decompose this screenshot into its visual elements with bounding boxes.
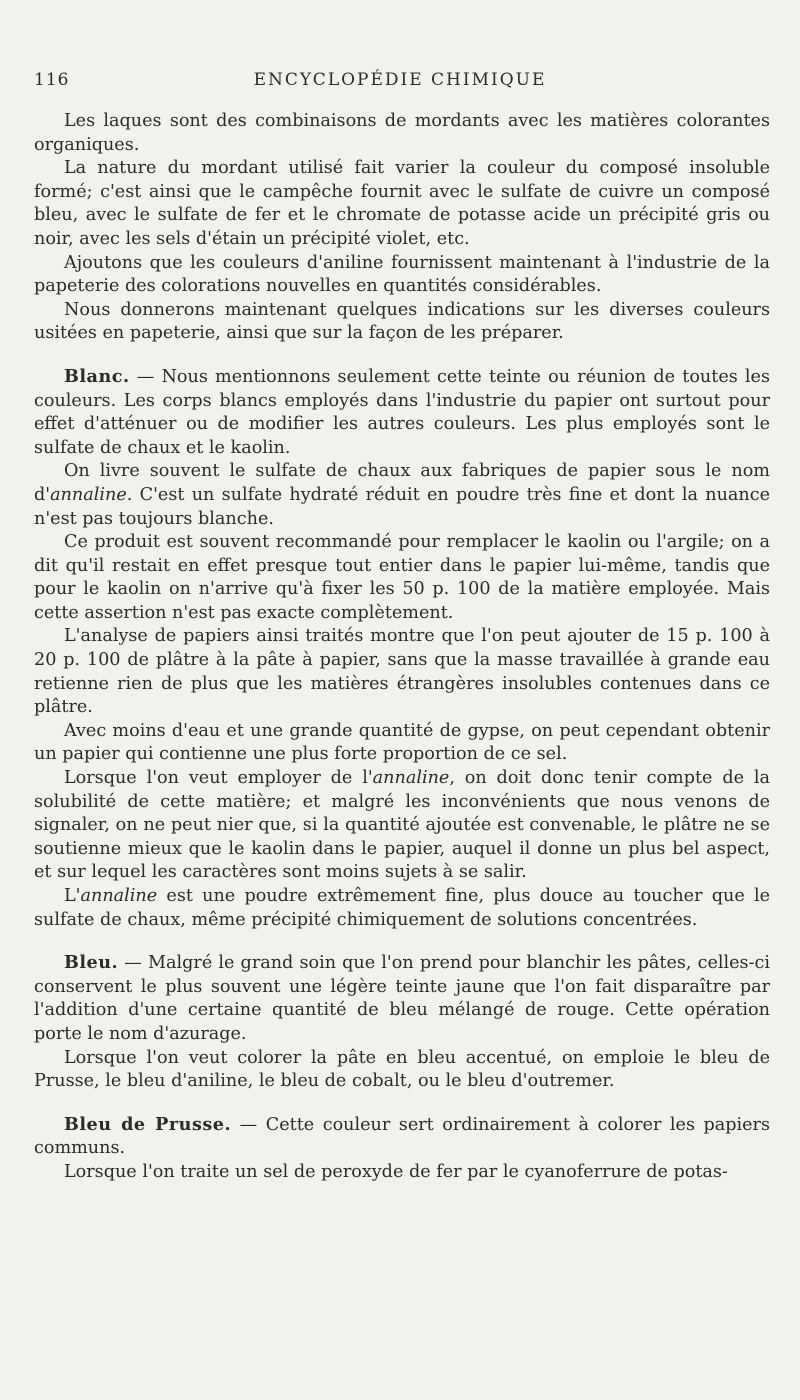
paragraph-indications (34, 299, 770, 346)
paragraph-text: L' (64, 886, 81, 906)
paragraph-text: — Cette couleur sert ordinairement à colorer les papiers communs. (34, 1114, 770, 1159)
paragraph-text: , on doit donc tenir compte de la solubilité de cette matière; et malgré les inconvénients que nous venons de signaler, on ne peut nier que, si la quantité ajoutée est convenable, le plâtre ne se soutienne mieux que le kaolin dans le papier, auquel il donne un plus bel aspect, et sur lequel les caractères sont moins sujets à se salir. (34, 768, 770, 883)
paragraph-text: Lorsque l'on veut colorer la pâte en bleu accentué, on emploie le bleu de Prusse, le bleu d'aniline, le bleu de cobalt, ou le bleu d'outremer. (34, 1047, 770, 1092)
paragraph-text: On livre souvent le sulfate de chaux aux fabriques de papier sous le nom d' (34, 461, 770, 505)
paragraph-gypse (34, 720, 770, 767)
section-bleu-de-prusse (34, 1113, 770, 1161)
paragraph-kaolin (34, 531, 770, 625)
paragraph-peroxyde (34, 1161, 770, 1185)
paragraph-text: Ce produit est souvent recommandé pour remplacer le kaolin ou l'argile; on a dit qu'il restait en effet presque tout entier dans le papier lui-même, tandis que pour le kaolin on n'arrive qu'à fixer les 50 p. 100 de la matière employée. Mais cette assertion n'est pas exacte complètement. (34, 532, 770, 623)
paragraph-text: Les laques sont des combinaisons de mordants avec les matières colorantes organiques. (34, 111, 770, 155)
paragraph-text: Nous donnerons maintenant quelques indications sur les diverses couleurs usitées en papeterie, ainsi que sur la façon de les préparer. (34, 299, 770, 344)
paragraph-text: L'analyse de papiers ainsi traités montre que l'on peut ajouter de 15 p. 100 à 20 p. 100 de plâtre à la pâte à papier, sans que la masse travaillée à grande eau retienne rien de plus que les matières étrangères insolubles contenues dans ce plâtre. (34, 626, 770, 718)
paragraph-text: Lorsque l'on traite un sel de peroxyde de fer par le cyanoferrure de potas- (64, 1161, 728, 1182)
paragraph-poudre (34, 885, 770, 932)
page-number: 116 (34, 70, 70, 90)
section-bleu (34, 951, 770, 1046)
running-title: ENCYCLOPÉDIE CHIMIQUE (253, 70, 547, 90)
paragraph-analyse (34, 625, 770, 719)
paragraph-text: — Nous mentionnons seulement cette teinte ou réunion de toutes les couleurs. Les corps blancs employés dans l'industrie du papier ont surtout pour effet d'atténuer ou de modifier les autres couleurs. Les plus employés sont le sulfate de chaux et le kaolin. (34, 366, 770, 458)
paragraph-aniline (34, 252, 770, 299)
term-annaline: annaline (80, 886, 158, 906)
paragraph-text: Ajoutons que les couleurs d'aniline fournissent maintenant à l'industrie de la papeterie des colorations nouvelles en quantités considérables. (34, 252, 770, 297)
section-blanc (34, 365, 770, 460)
section-heading-blanc: Blanc. (64, 365, 130, 387)
body-text (34, 110, 770, 1185)
paragraph-text: est une poudre extrêmement fine, plus douce au toucher que le sulfate de chaux, même précipité chimiquement de solutions concentrées. (34, 886, 770, 930)
paragraph-bleu-accentue (34, 1047, 770, 1094)
paragraph-text: . C'est un sulfate hydraté réduit en poudre très fine et dont la nuance n'est pas toujours blanche. (34, 484, 770, 529)
section-heading-bleu-de-prusse: Bleu de Prusse. (64, 1113, 232, 1135)
term-annaline: annaline (372, 768, 450, 789)
page-header (34, 70, 766, 94)
paragraph-annaline-nom (34, 460, 770, 531)
section-heading-bleu: Bleu. (64, 952, 119, 974)
paragraph-mordant (34, 157, 770, 251)
paragraph-text: Avec moins d'eau et une grande quantité de gypse, on peut cependant obtenir un papier qui contienne une plus forte proportion de ce sel. (34, 720, 770, 765)
term-annaline: annaline (50, 484, 127, 505)
paragraph-laques (34, 110, 770, 157)
paragraph-text: La nature du mordant utilisé fait varier la couleur du composé insoluble formé; c'est ainsi que le campêche fournit avec le sulfate de cuivre un composé bleu, avec le sulfate de fer et le chromate de potasse acide un précipité gris ou noir, avec les sels d'étain un précipité violet, etc. (34, 158, 770, 249)
paragraph-text: Lorsque l'on veut employer de l' (64, 768, 373, 789)
paragraph-solubilite (34, 767, 770, 885)
paragraph-text: — Malgré le grand soin que l'on prend pour blanchir les pâtes, celles-ci conservent le plus souvent une légère teinte jaune que l'on fait disparaître par l'addition d'une certaine quantité de bleu mélangé de rouge. Cette opération porte le nom d'azurage. (34, 953, 770, 1044)
